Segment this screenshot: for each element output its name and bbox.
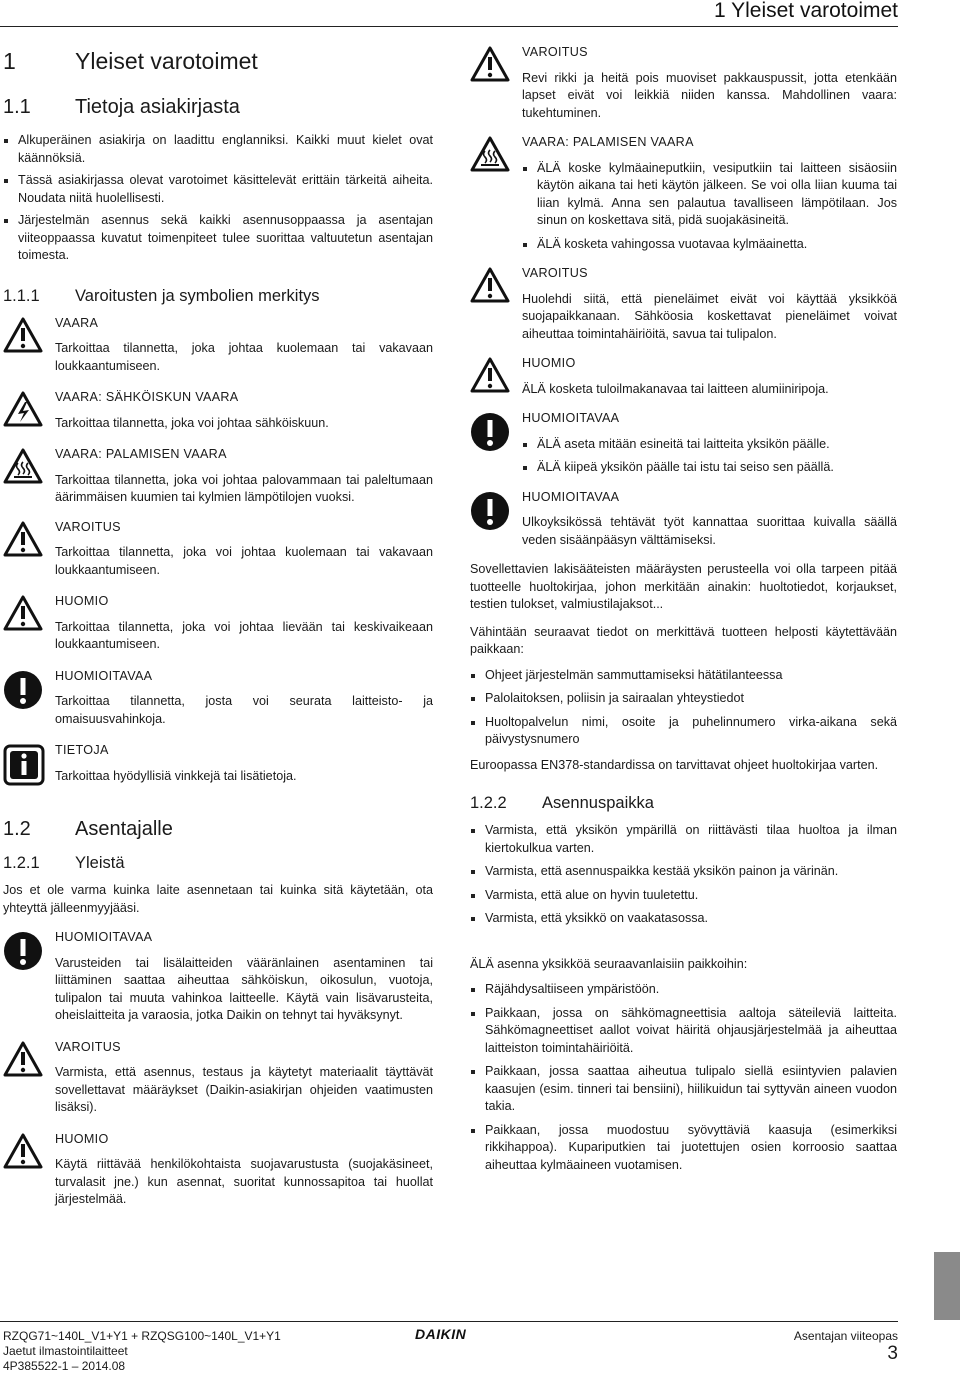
notice-text: Ulkoyksikössä tehtävät työt kannattaa suorittaa kuivalla säällä veden sisäänpääsyn välttämiseksi. [522,515,897,547]
chapter-tab-marker [934,1252,960,1320]
notice-list [522,160,897,254]
warning-triangle-icon [470,265,522,343]
notice-box [3,1039,433,1117]
footer-divider [0,1321,898,1322]
hot-surface-icon [470,134,522,253]
general-intro-paragraph: Jos et ole varma kuinka laite asennetaan tai kuinka sitä käytetään, ota yhteyttä jälleenmyyjääsi. [3,883,433,915]
notice-list [522,436,897,477]
header-divider [0,26,898,27]
en378-paragraph: Euroopassa EN378-standardissa on tarvittavat ohjeet huoltokirjaa varten. [470,757,879,772]
subsection-heading-1-2-2 [470,792,897,814]
notice-label: HUOMIOITAVAA [55,930,153,944]
subsection-heading-1-1-1 [3,285,433,307]
forbidden-locations-list [470,981,897,1174]
notice-label: HUOMIO [55,1131,109,1146]
warning-triangle-icon [3,1039,55,1117]
notice-label: HUOMIOITAVAA [522,489,620,504]
notice-text: Tarkoittaa tilannetta, joka johtaa kuolemaan tai vakavaan loukkaantumiseen. [55,341,433,373]
notice-text: Tarkoittaa tilannetta, joka voi johtaa palovammaan tai paleltumaan äärimmäisen kuumien tai kylmien lämpötilojen vuoksi. [55,472,433,504]
list-item: Varmista, että alue on hyvin tuuletettu. [470,887,897,905]
section-heading-1-1 [3,94,433,120]
electric-shock-icon [3,389,55,432]
page-header-title: 1 Yleiset varotoimet [713,0,898,22]
warning-triangle-icon [470,355,522,398]
symbol-danger [3,315,433,376]
installer-notices [3,929,433,1209]
installation-site-list [470,822,897,928]
subsection-heading-1-2-1 [3,852,433,874]
section-title: Tietoja asiakirjasta [75,96,240,118]
notice-box [470,265,897,343]
notice-box [470,489,897,550]
hot-surface-icon [3,446,55,507]
notice-text: Revi rikki ja heitä pois muoviset pakkauspussit, jotta etenkään lapset eivät voi leikkiä niiden kanssa. Mahdollinen vaara: tukehtuminen. [522,70,897,120]
warning-triangle-icon [3,315,55,376]
symbol-caution [3,593,433,654]
exclamation-circle-icon [470,410,522,477]
subsection-title: Asennuspaikka [542,794,654,812]
notice-label: HUOMIO [522,356,576,370]
list-item: Varmista, että yksikkö on vaakatasossa. [470,910,897,928]
section-heading-1-2 [3,816,433,842]
list-item: Tässä asiakirjassa olevat varotoimet käsittelevät erittäin tärkeitä aiheita. Noudata niitä huolellisesti. [3,172,433,207]
chapter-title: Yleiset varotoimet [75,48,258,74]
subsection-number: 1.2.1 [3,854,40,872]
section-number: 1.1 [3,96,31,118]
do-not-install-paragraph: ÄLÄ asenna yksikköä seuraavanlaisiin paikkoihin: [470,956,748,971]
section-number: 1.2 [3,818,31,840]
notice-label: VAARA: PALAMISEN VAARA [522,135,694,149]
chapter-number: 1 [3,48,16,74]
info-icon [3,742,55,786]
section-title: Asentajalle [75,818,173,840]
list-item: Varmista, että yksikön ympärillä on riittävästi tilaa huoltoa ja ilman kiertokulkua varten. [470,822,897,857]
subsection-number: 1.2.2 [470,794,507,812]
list-item: Alkuperäinen asiakirja on laadittu englanniksi. Kaikki muut kielet ovat käännöksiä. [3,132,433,167]
symbol-warning [3,519,433,580]
warning-triangle-icon [3,1131,55,1209]
chapter-heading [3,46,433,76]
daikin-logo: DAIKIN [415,1326,467,1342]
notice-box [3,929,433,1025]
exclamation-circle-icon [3,929,55,1025]
notice-text: Käytä riittävää henkilökohtaista suojavarustusta (suojakäsineet, turvalasit jne.) kun asennat, suoritat kunnossapitoa tai huollat järjestelmää. [55,1157,433,1206]
footer-docnum: 4P385522-1 – 2014.08 [3,1359,126,1373]
notice-box [3,1131,433,1209]
list-item: Paikkaan, jossa muodostuu syövyttäviä kaasuja (esimerkiksi rikkihappoa). Kupariputkien tai juotettujen osien korroosio saattaa aiheuttaa kylmäaineen vuotamisen. [470,1122,897,1175]
notice-text: Huolehdi siitä, että pieneläimet eivät voi käyttää yksikköä suojapaikkanaan. Sähköosia koskettavat pieneläimet voivat aiheuttaa toimintahäiriöitä, savua tai tulipalon. [522,291,897,341]
required-info-list [470,667,897,749]
subsection-number: 1.1.1 [3,286,40,305]
warning-triangle-icon [470,44,522,122]
notice-text: Tarkoittaa tilannetta, joka voi johtaa lievään tai keskivaikeaan loukkaantumiseen. [55,619,433,651]
notice-box [470,44,897,122]
list-item: ÄLÄ koske kylmäaineputkiin, vesiputkiin tai laitteen sisäosiin käytön aikana tai heti käytön jälkeen. Se voi olla liian kuuma tai liian kylmä. Anna sen palautua tavalliseen lämpötilaan. Jos sinun on koskettava sitä, pidä suojakäsineitä. [522,160,897,230]
list-item: ÄLÄ kiipeä yksikön päälle tai istu tai seiso sen päällä. [522,459,897,477]
exclamation-circle-icon [470,489,522,550]
symbol-burn [3,446,433,507]
logbook-paragraph: Sovellettavien lakisääteisten määräysten perusteella voi olla tarpeen pitää tuotteelle huoltokirjaa, johon merkitään ainakin: huoltotiedot, korjaukset, testien tulokset, valmiustilajaksot... [470,562,897,611]
notice-label: VAARA [55,315,99,330]
list-item: Palolaitoksen, poliisin ja sairaalan yhteystiedot [470,690,897,708]
subsection-title: Yleistä [75,854,125,872]
notice-label: TIETOJA [55,743,109,757]
list-item: Paikkaan, jossa on sähkömagneettisia aaltoja säteileviä laitteita. Sähkömagneettiset aallot voivat häiritä ohjausjärjestelmää ja aiheuttaa laitteiston toimintahäiriöitä. [470,1005,897,1058]
notice-label: VAROITUS [55,1039,121,1054]
notice-label: HUOMIO [55,594,109,608]
list-item: ÄLÄ aseta mitään esineitä tai laitteita yksikön päälle. [522,436,897,454]
list-item: Varmista, että asennuspaikka kestää yksikön painon ja värinän. [470,863,897,881]
symbol-notice [3,668,433,729]
notice-box [470,355,897,398]
notice-text: Tarkoittaa tilannetta, josta voi seurata laitteisto- ja omaisuusvahinkoja. [55,694,433,726]
notice-text: Varmista, että asennus, testaus ja käytetyt materiaalit täyttävät sovellettavat määräykset (Daikin-asiakirjan ohjeiden vaatimusten lisäksi). [55,1065,433,1114]
exclamation-circle-icon [3,668,55,729]
notice-label: VAARA: SÄHKÖISKUN VAARA [55,390,239,404]
notice-box [470,410,897,477]
notice-text: Tarkoittaa hyödyllisiä vinkkejä tai lisätietoja. [55,768,297,783]
subsection-title: Varoitusten ja symbolien merkitys [75,286,320,305]
left-column [3,40,433,1209]
notice-label: HUOMIOITAVAA [522,411,620,425]
required-info-paragraph: Vähintään seuraavat tiedot on merkittävä tuotteen helposti käytettävään paikkaan: [470,624,897,656]
notice-label: VAARA: PALAMISEN VAARA [55,447,227,461]
list-item: Ohjeet järjestelmän sammuttamiseksi hätätilanteessa [470,667,897,685]
notice-text: Tarkoittaa tilannetta, joka voi johtaa kuolemaan tai vakavaan loukkaantumiseen. [55,545,433,577]
notice-label: VAROITUS [522,266,588,280]
footer-model: RZQG71~140L_V1+Y1 + RZQSG100~140L_V1+Y1 [3,1329,281,1343]
warning-triangle-icon [3,593,55,654]
footer-left [3,1329,281,1374]
about-document-list [3,132,433,265]
list-item: Räjähdysaltiiseen ympäristöön. [470,981,897,999]
symbol-legend [3,315,433,787]
notice-box [470,134,897,253]
notice-label: VAROITUS [522,45,588,59]
warning-triangle-icon [3,519,55,580]
list-item: Huoltopalvelun nimi, osoite ja puhelinnumero virka-aikana sekä päivystysnumero [470,714,897,749]
right-column [470,40,897,1174]
notice-text: Varusteiden tai lisälaitteiden vääränlainen asentaminen tai liittäminen saattaa aiheuttaa sähköiskun, oikosulun, vuotoja, tulipalon tai muuta vahinkoa laitteelle. Käytä vain lisävarusteita, oheislaitteita ja varaosia, jotka Daikin on tehnyt tai hyväksynyt. [55,955,433,1022]
notice-label: VAROITUS [55,519,121,534]
symbol-info [3,742,433,786]
footer-product: Jaetut ilmastointilaitteet [3,1344,128,1358]
notice-text: ÄLÄ kosketa tuloilmakanavaa tai laitteen alumiiniripoja. [522,381,829,396]
list-item: ÄLÄ kosketa vahingossa vuotavaa kylmäainetta. [522,236,897,254]
list-item: Järjestelmän asennus sekä kaikki asennusoppaassa ja asentajan viiteoppaassa kuvatut toimenpiteet tulee suorittaa valtuutetun asentajan toimesta. [3,212,433,265]
page-number: 3 [887,1343,898,1364]
footer-guide: Asentajan viiteopas [793,1329,898,1343]
notice-label: HUOMIOITAVAA [55,668,153,683]
notice-text: Tarkoittaa tilannetta, joka voi johtaa sähköiskuun. [55,415,329,430]
list-item: Paikkaan, jossa saattaa aiheutua tulipalo siellä esiintyvien palavien kaasujen (esim. tinneri tai bensiini), hiilikuidun tai syttyvän aineen vuodon takia. [470,1063,897,1116]
symbol-electric [3,389,433,432]
